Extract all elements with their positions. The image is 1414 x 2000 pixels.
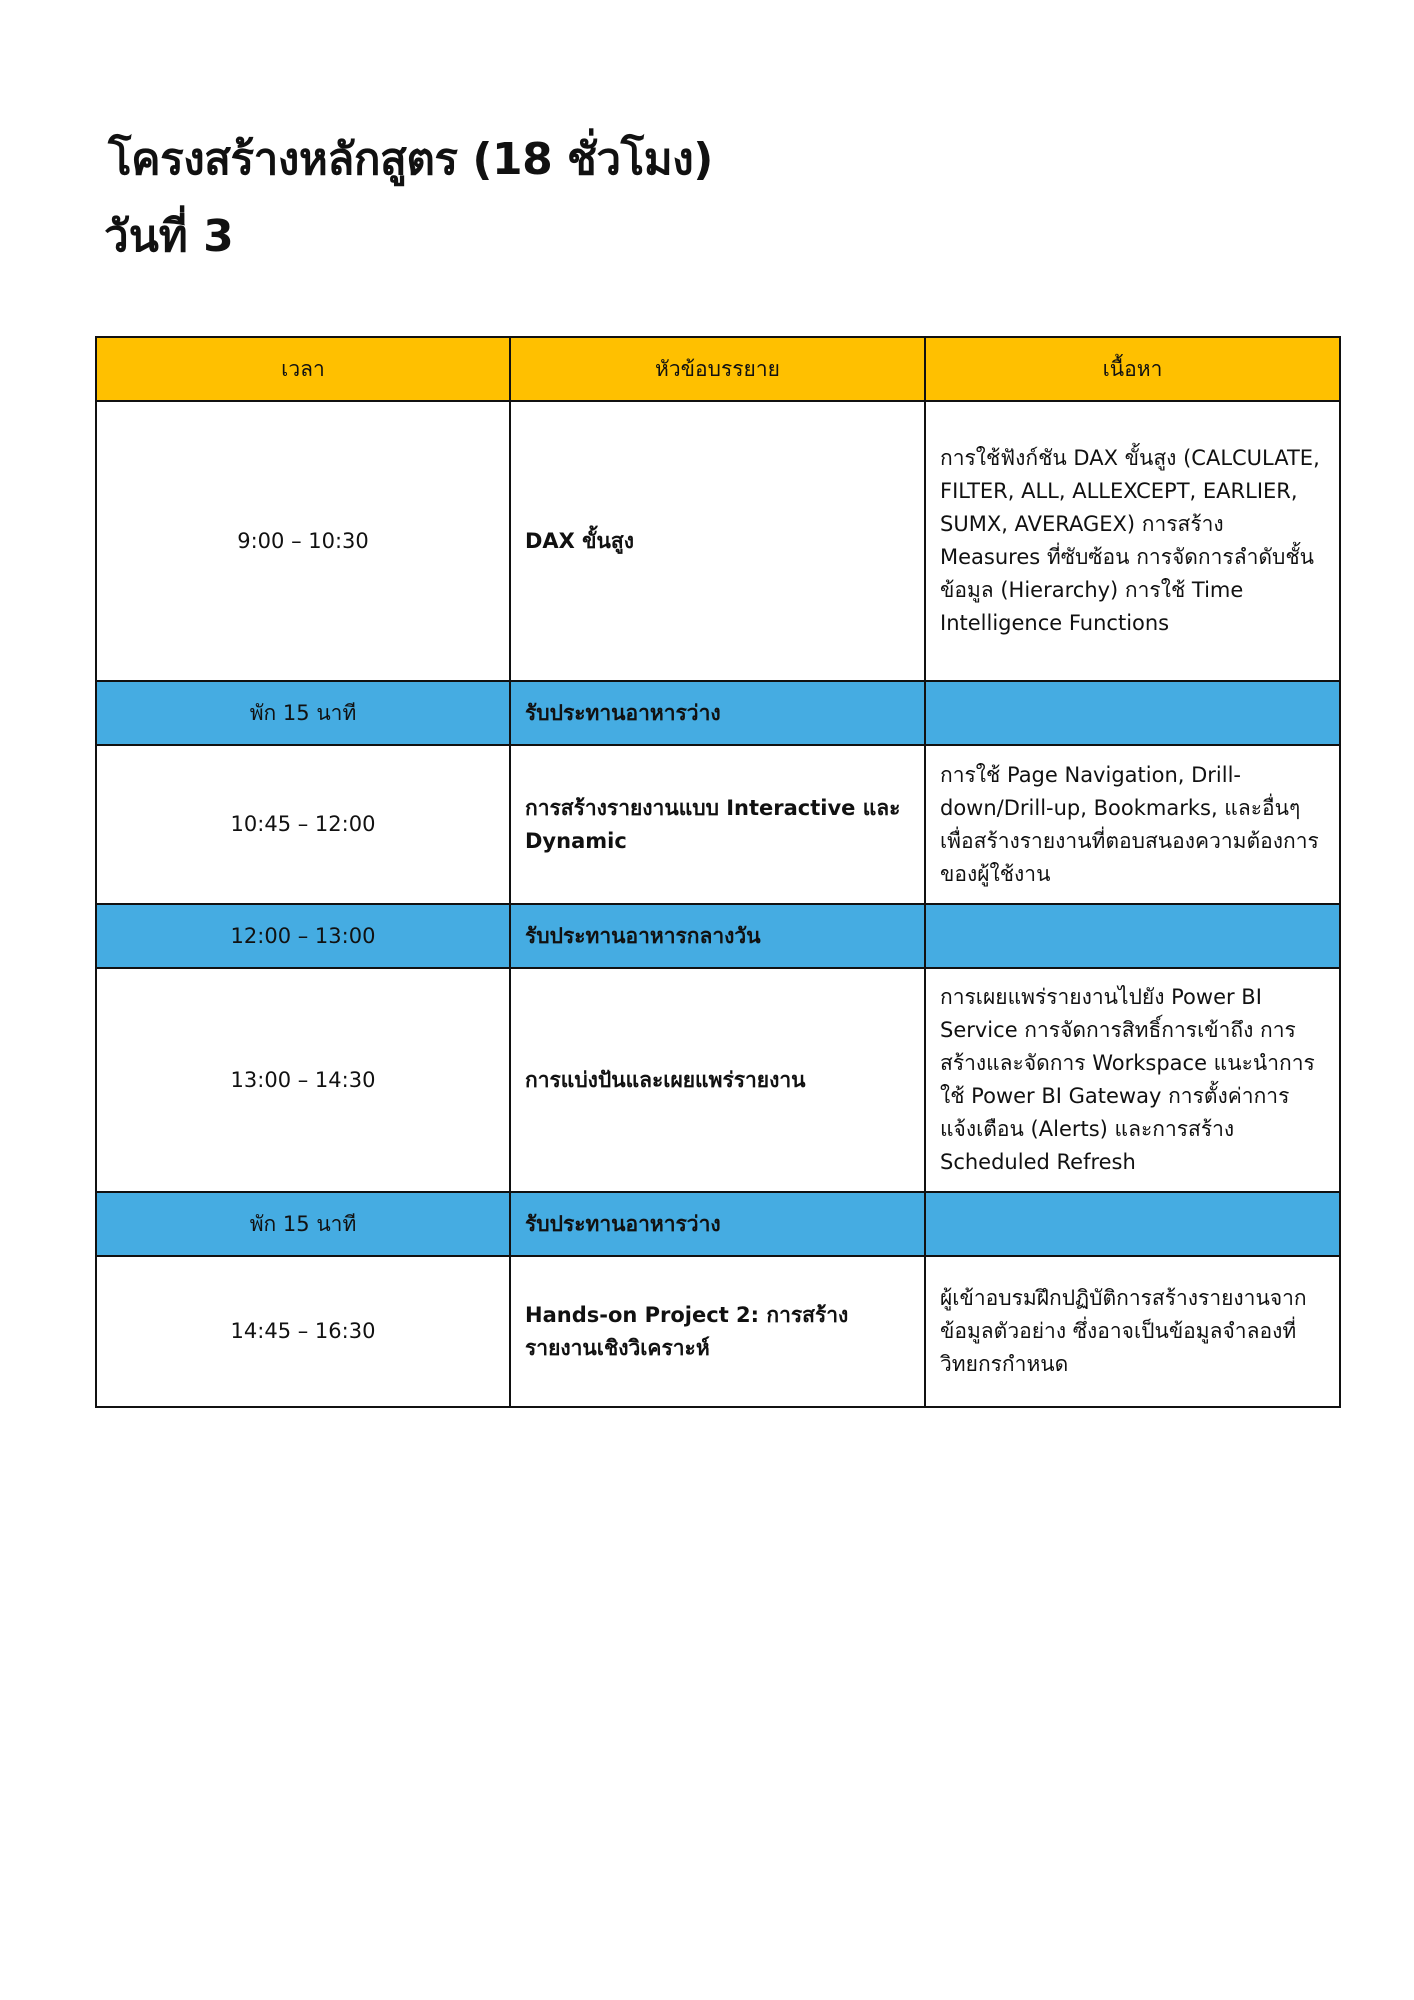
table-row-break (96, 904, 1340, 968)
time-cell: 13:00 – 14:30 (96, 968, 510, 1192)
time-cell: พัก 15 นาที (96, 681, 510, 745)
day-subtitle: วันที่ 3 (104, 211, 234, 262)
time-cell: 14:45 – 16:30 (96, 1256, 510, 1407)
content-cell (925, 1192, 1340, 1256)
topic-cell: DAX ขั้นสูง (510, 401, 925, 681)
content-cell (925, 681, 1340, 745)
time-cell: 10:45 – 12:00 (96, 745, 510, 904)
content-cell: การใช้ฟังก์ชัน DAX ขั้นสูง (CALCULATE, FILTER, ALL, ALLEXCEPT, EARLIER, SUMX, AVERAGEX) การสร้าง Measures ที่ซับซ้อน การจัดการลำดับชั้นข้อมูล (Hierarchy) การใช้ Time Intelligence Functions (925, 401, 1340, 681)
table-row-break (96, 1192, 1340, 1256)
content-cell: การเผยแพร่รายงานไปยัง Power BI Service การจัดการสิทธิ์การเข้าถึง การสร้างและจัดการ Workspace แนะนำการใช้ Power BI Gateway การตั้งค่าการแจ้งเตือน (Alerts) และการสร้าง Scheduled Refresh (925, 968, 1340, 1192)
schedule-table (95, 336, 1341, 1408)
table-row (96, 401, 1340, 681)
header-time: เวลา (96, 337, 510, 401)
topic-cell: การแบ่งปันและเผยแพร่รายงาน (510, 968, 925, 1192)
time-cell: พัก 15 นาที (96, 1192, 510, 1256)
header-topic: หัวข้อบรรยาย (510, 337, 925, 401)
topic-cell: Hands-on Project 2: การสร้างรายงานเชิงวิเคราะห์ (510, 1256, 925, 1407)
page-title: โครงสร้างหลักสูตร (18 ชั่วโมง) (108, 134, 713, 185)
content-cell (925, 904, 1340, 968)
content-cell: การใช้ Page Navigation, Drill-down/Drill-up, Bookmarks, และอื่นๆ เพื่อสร้างรายงานที่ตอบสนองความต้องการของผู้ใช้งาน (925, 745, 1340, 904)
time-cell: 9:00 – 10:30 (96, 401, 510, 681)
table-row (96, 1256, 1340, 1407)
topic-cell: การสร้างรายงานแบบ Interactive และ Dynamic (510, 745, 925, 904)
topic-cell: รับประทานอาหารว่าง (510, 1192, 925, 1256)
content-cell: ผู้เข้าอบรมฝึกปฏิบัติการสร้างรายงานจากข้อมูลตัวอย่าง ซึ่งอาจเป็นข้อมูลจำลองที่วิทยกรกำหนด (925, 1256, 1340, 1407)
table-row-break (96, 681, 1340, 745)
table-row (96, 745, 1340, 904)
header-content: เนื้อหา (925, 337, 1340, 401)
topic-cell: รับประทานอาหารกลางวัน (510, 904, 925, 968)
topic-cell: รับประทานอาหารว่าง (510, 681, 925, 745)
time-cell: 12:00 – 13:00 (96, 904, 510, 968)
table-row (96, 968, 1340, 1192)
table-header-row (96, 337, 1340, 401)
